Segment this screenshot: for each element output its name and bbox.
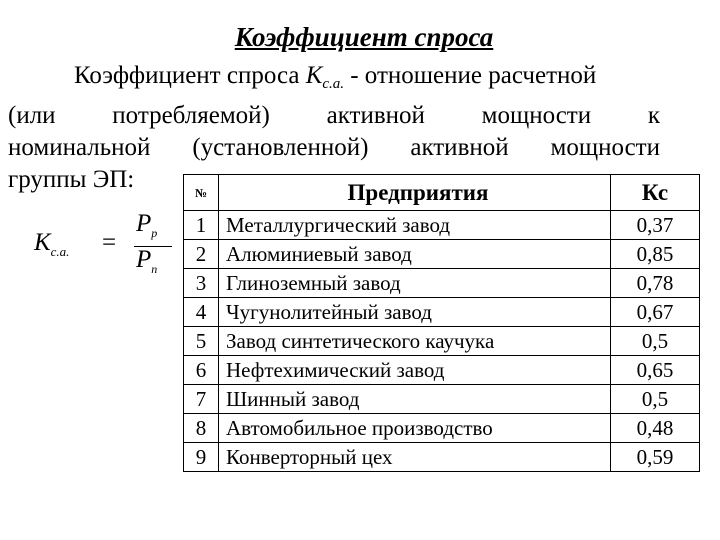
formula-lhs <box>34 229 69 260</box>
row-number: 1 <box>184 211 219 240</box>
formula-denominator-subscript: п <box>151 262 158 276</box>
row-kc-value: 0,5 <box>611 385 700 414</box>
row-enterprise: Глиноземный завод <box>219 269 611 298</box>
paragraph-line-3: номинальной (установленной) активной мощности <box>8 134 660 161</box>
row-enterprise: Завод синтетического каучука <box>219 327 611 356</box>
table-row <box>184 211 700 240</box>
formula-numerator-subscript: р <box>151 226 158 240</box>
row-enterprise: Нефтехимический завод <box>219 356 611 385</box>
row-number: 7 <box>184 385 219 414</box>
row-enterprise: Шинный завод <box>219 385 611 414</box>
row-number: 3 <box>184 269 219 298</box>
header-number: № <box>184 175 219 211</box>
enterprise-coefficient-table <box>183 174 700 472</box>
formula-numerator-letter: P <box>136 210 152 237</box>
formula-lhs-subscript: с.а. <box>50 244 70 259</box>
row-kc-value: 0,59 <box>611 443 700 472</box>
row-enterprise: Автомобильное производство <box>219 414 611 443</box>
row-enterprise: Конверторный цех <box>219 443 611 472</box>
demand-coefficient-formula <box>30 212 160 280</box>
row-kc-value: 0,67 <box>611 298 700 327</box>
paragraph-line-1 <box>8 60 660 100</box>
table-row <box>184 443 700 472</box>
table-row <box>184 385 700 414</box>
paragraph-line-1-start: Коэффициент спроса <box>74 62 306 89</box>
table-row <box>184 269 700 298</box>
table-header-row <box>184 175 700 211</box>
row-kc-value: 0,5 <box>611 327 700 356</box>
table-row <box>184 298 700 327</box>
row-kc-value: 0,37 <box>611 211 700 240</box>
row-number: 2 <box>184 240 219 269</box>
row-number: 5 <box>184 327 219 356</box>
paragraph-line-1-end: - отношение расчетной <box>343 62 597 89</box>
k-letter: К <box>305 62 323 89</box>
row-enterprise: Алюминиевый завод <box>219 240 611 269</box>
row-enterprise: Чугунолитейный завод <box>219 298 611 327</box>
header-kc: Кс <box>611 175 700 211</box>
slide-title: Коэффициент спроса <box>234 22 494 52</box>
row-number: 8 <box>184 414 219 443</box>
paragraph-line-2: (или потребляемой) активной мощности к <box>8 102 660 129</box>
row-kc-value: 0,65 <box>611 356 700 385</box>
formula-fraction <box>134 212 172 280</box>
formula-numerator <box>136 210 157 241</box>
row-kc-value: 0,48 <box>611 414 700 443</box>
row-enterprise: Металлургический завод <box>219 211 611 240</box>
table-row <box>184 240 700 269</box>
row-kc-value: 0,78 <box>611 269 700 298</box>
table-row <box>184 327 700 356</box>
paragraph-line-4: группы ЭП: <box>8 166 135 193</box>
row-number: 4 <box>184 298 219 327</box>
table-row <box>184 414 700 443</box>
formula-lhs-letter: К <box>34 229 51 256</box>
row-number: 6 <box>184 356 219 385</box>
k-subscript: с.а. <box>322 76 344 92</box>
table-body <box>184 211 700 472</box>
k-symbol <box>305 62 344 92</box>
row-kc-value: 0,85 <box>611 240 700 269</box>
table-row <box>184 356 700 385</box>
header-enterprise: Предприятия <box>219 175 611 211</box>
row-number: 9 <box>184 443 219 472</box>
formula-denominator <box>136 246 157 277</box>
formula-denominator-letter: P <box>136 246 152 273</box>
formula-equals: = <box>102 229 117 256</box>
